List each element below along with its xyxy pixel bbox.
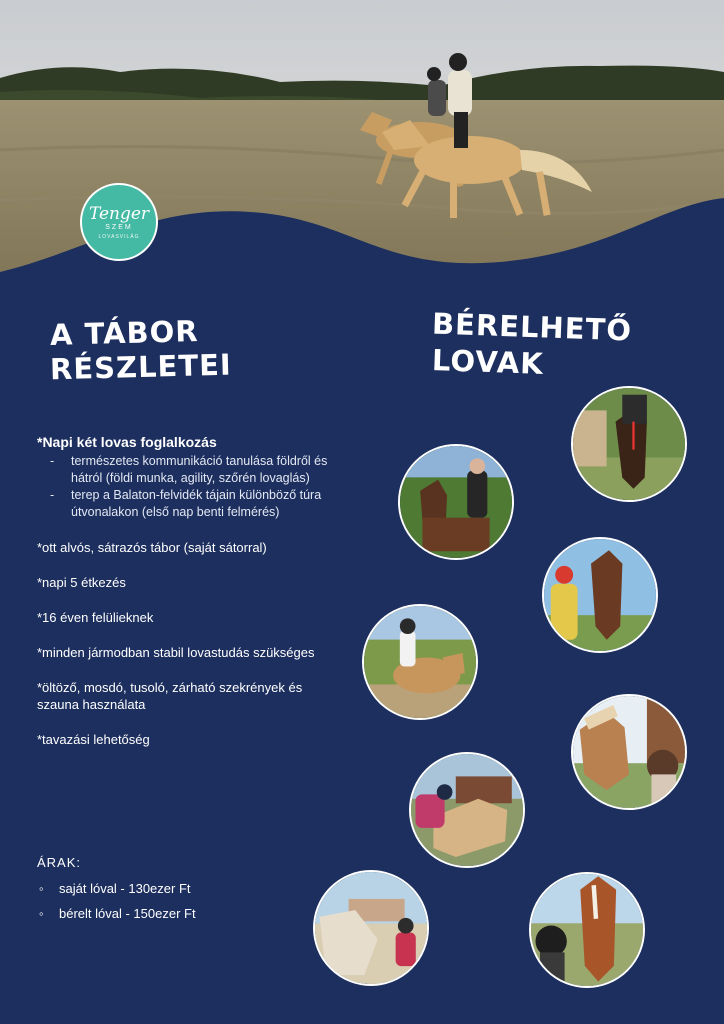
detail-item: *napi 5 étkezés: [37, 575, 126, 590]
sub-item: - természetes kommunikáció tanulása földről és hátról (földi munka, agility, szőrén lovaglás): [37, 453, 337, 487]
detail-item: *ott alvós, sátrazós tábor (saját sátorral): [37, 540, 267, 555]
prices-title: ÁRAK:: [37, 855, 82, 870]
horse-photo: [571, 386, 687, 502]
detail-item: *minden jármodban stabil lovastudás szükséges: [37, 645, 315, 660]
rentable-horses-title-line2: LOVAK: [431, 343, 545, 381]
price-item: ◦ bérelt lóval - 150ezer Ft: [37, 901, 337, 926]
horse-photo: [571, 694, 687, 810]
horse-photo: [409, 752, 525, 868]
horse-photo: [362, 604, 478, 720]
detail-item: *öltöző, mosdó, tusoló, zárható szekrények és szauna használata: [37, 680, 303, 712]
camp-details-title-line2: RÉSZLETEI: [49, 347, 233, 387]
sub-item: - terep a Balaton-felvidék tájain különböző túra útvonalakon (első nap benti felmérés): [37, 487, 337, 521]
horse-photo: [398, 444, 514, 560]
logo-tagline: LOVASVILÁG: [98, 234, 140, 240]
price-item: ◦ saját lóval - 130ezer Ft: [37, 876, 337, 901]
camp-details: [37, 434, 337, 748]
detail-item: *tavazási lehetőség: [37, 732, 150, 747]
horse-photo: [529, 872, 645, 988]
prices-section: [37, 855, 337, 926]
detail-item: *16 éven felülieknek: [37, 610, 154, 625]
price-list: [37, 876, 337, 926]
logo-text: Tenger: [88, 204, 150, 224]
camp-details-title-line1: A TÁBOR: [49, 314, 200, 352]
lead-sublist: [37, 453, 337, 521]
tengerszem-logo: [80, 183, 158, 261]
horse-photo: [542, 537, 658, 653]
logo-subtext: SZEM: [105, 224, 133, 231]
lead-item: *Napi két lovas foglalkozás: [37, 434, 217, 450]
rentable-horses-title-line1: BÉRELHETŐ: [431, 306, 633, 348]
horse-photo: [313, 870, 429, 986]
